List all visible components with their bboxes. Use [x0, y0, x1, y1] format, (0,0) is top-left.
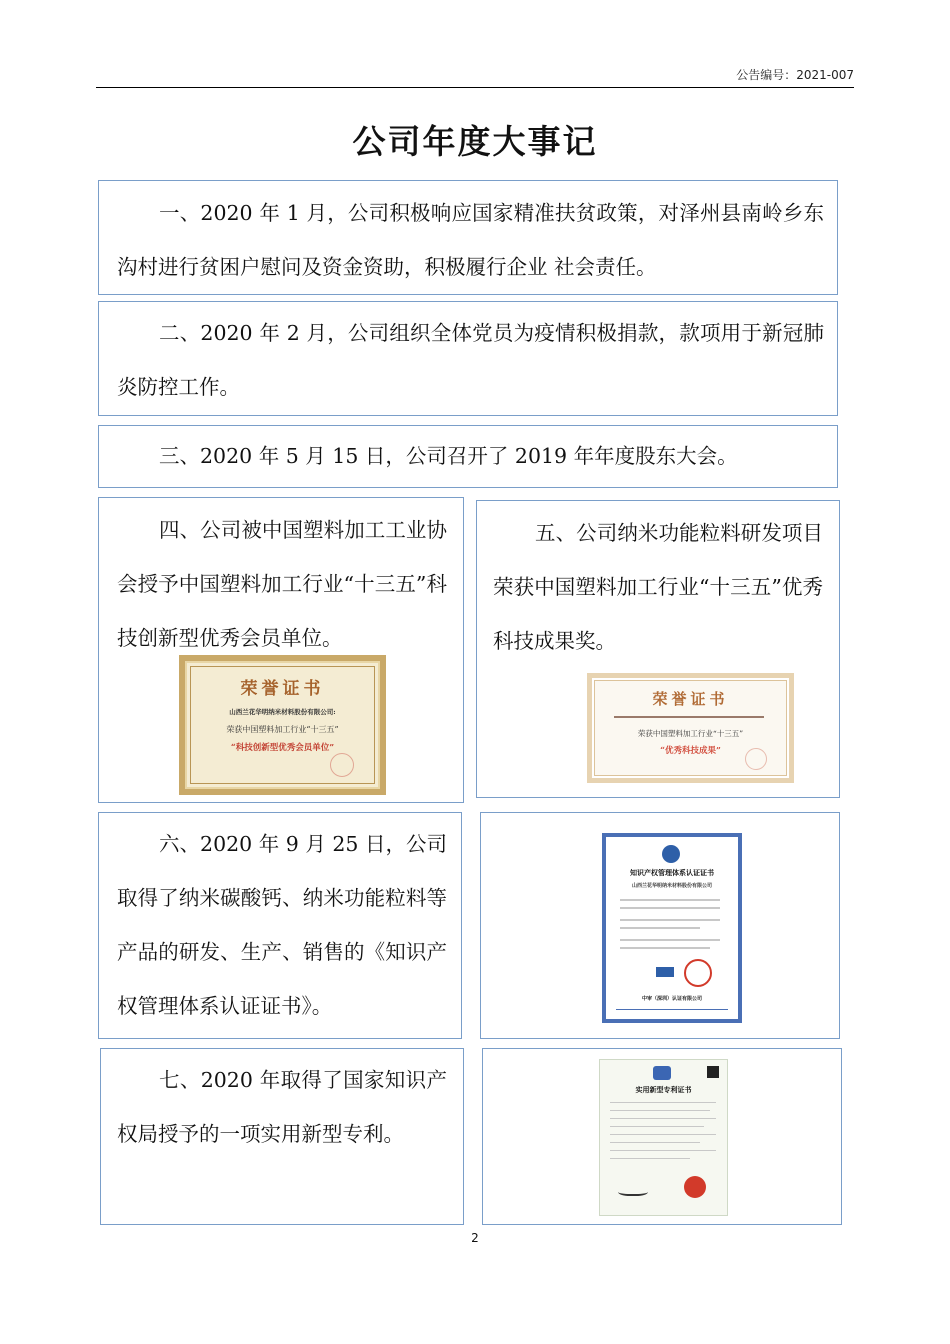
announcement-number: 公告编号：2021-007: [736, 68, 854, 82]
cert1-seal-icon: [330, 753, 354, 777]
cert2-line2: “优秀科技成果”: [660, 746, 721, 756]
event-box-1: [98, 180, 838, 295]
header-divider: [96, 87, 854, 88]
patent-text-row: [610, 1110, 710, 1111]
event-text-3: 三、2020 年 5 月 15 日，公司召开了 2019 年年度股东大会。: [159, 444, 738, 468]
event-box-2: [98, 301, 838, 416]
cert1-title: 荣誉证书: [240, 679, 325, 699]
event-box-4: [98, 497, 464, 803]
patent-text-row: [610, 1150, 716, 1151]
ip-cert-footer-line: [616, 1009, 728, 1010]
patent-signature-icon: [618, 1186, 648, 1196]
page-title: 公司年度大事记: [352, 122, 598, 161]
cert2-title: 荣誉证书: [652, 690, 729, 708]
cert1-line1: 荣获中国塑料加工行业“十三五”: [226, 725, 339, 734]
event-text-4: 四、公司被中国塑料加工工业协会授予中国塑料加工行业“十三五”科技创新型优秀会员单位。: [117, 518, 447, 650]
patent-logo-icon: [653, 1066, 671, 1080]
ip-certificate-image: [602, 833, 742, 1023]
event-text-6: 六、2020 年 9 月 25 日，公司取得了纳米碳酸钙、纳米功能粒料等产品的研发、生产、销售的《知识产权管理体系认证证书》。: [117, 832, 447, 1018]
ip-cert-text-row: [620, 919, 720, 921]
ip-cert-text-row: [620, 947, 710, 949]
ip-cert-text-row: [620, 939, 720, 941]
ip-cert-text-row: [620, 907, 720, 909]
event-text-5: 五、公司纳米功能粒料研发项目荣获中国塑料加工行业“十三五”优秀科技成果奖。: [493, 521, 823, 653]
cert2-seal-icon: [745, 748, 767, 770]
cert2-company-line: [614, 716, 764, 718]
honor-certificate-image-2: [587, 673, 794, 783]
patent-text-row: [610, 1102, 716, 1103]
cert3-title: 知识产权管理体系认证证书: [630, 868, 714, 877]
patent-seal-icon: [684, 1176, 706, 1198]
cert3-company: 山西兰花华明纳米材料股份有限公司: [631, 883, 712, 889]
ip-cert-seal-icon: [684, 959, 712, 987]
cert1-company: 山西兰花华明纳米材料股份有限公司:: [229, 708, 336, 716]
cert3-issuer: 中审（深圳）认证有限公司: [641, 996, 702, 1002]
event-box-5: [476, 500, 840, 798]
patent-text-row: [610, 1126, 704, 1127]
event-text-2: 二、2020 年 2 月，公司组织全体党员为疫情积极捐款，款项用于新冠肺炎防控工作。: [117, 321, 824, 399]
event-box-6-image: [480, 812, 840, 1039]
ip-cert-text-row: [620, 927, 700, 929]
cert2-line1: 荣获中国塑料加工行业“十三五”: [637, 729, 744, 738]
patent-text-row: [610, 1134, 716, 1135]
event-text-1: 一、2020 年 1 月，公司积极响应国家精准扶贫政策，对泽州县南岭乡东沟村进行贫困户慰问及资金资助，积极履行企业 社会责任。: [117, 201, 824, 279]
patent-qr-code-icon: [707, 1066, 719, 1078]
event-text-7: 七、2020 年取得了国家知识产权局授予的一项实用新型专利。: [117, 1068, 447, 1146]
patent-text-row: [610, 1118, 716, 1119]
page-number: 2: [471, 1231, 479, 1245]
event-box-3: [98, 425, 838, 488]
cert4-title: 实用新型专利证书: [635, 1085, 692, 1094]
ip-cert-accreditation-icon: [656, 967, 674, 977]
ip-cert-logo-icon: [662, 845, 680, 863]
cert1-line2: “科技创新型优秀会员单位”: [230, 743, 335, 753]
event-box-6: [98, 812, 462, 1039]
honor-certificate-image-1: [179, 655, 386, 795]
patent-text-row: [610, 1142, 700, 1143]
patent-text-row: [610, 1158, 690, 1159]
patent-certificate-image: [599, 1059, 728, 1216]
event-box-7: [100, 1048, 464, 1225]
event-box-7-image: [482, 1048, 842, 1225]
ip-cert-text-row: [620, 899, 720, 901]
